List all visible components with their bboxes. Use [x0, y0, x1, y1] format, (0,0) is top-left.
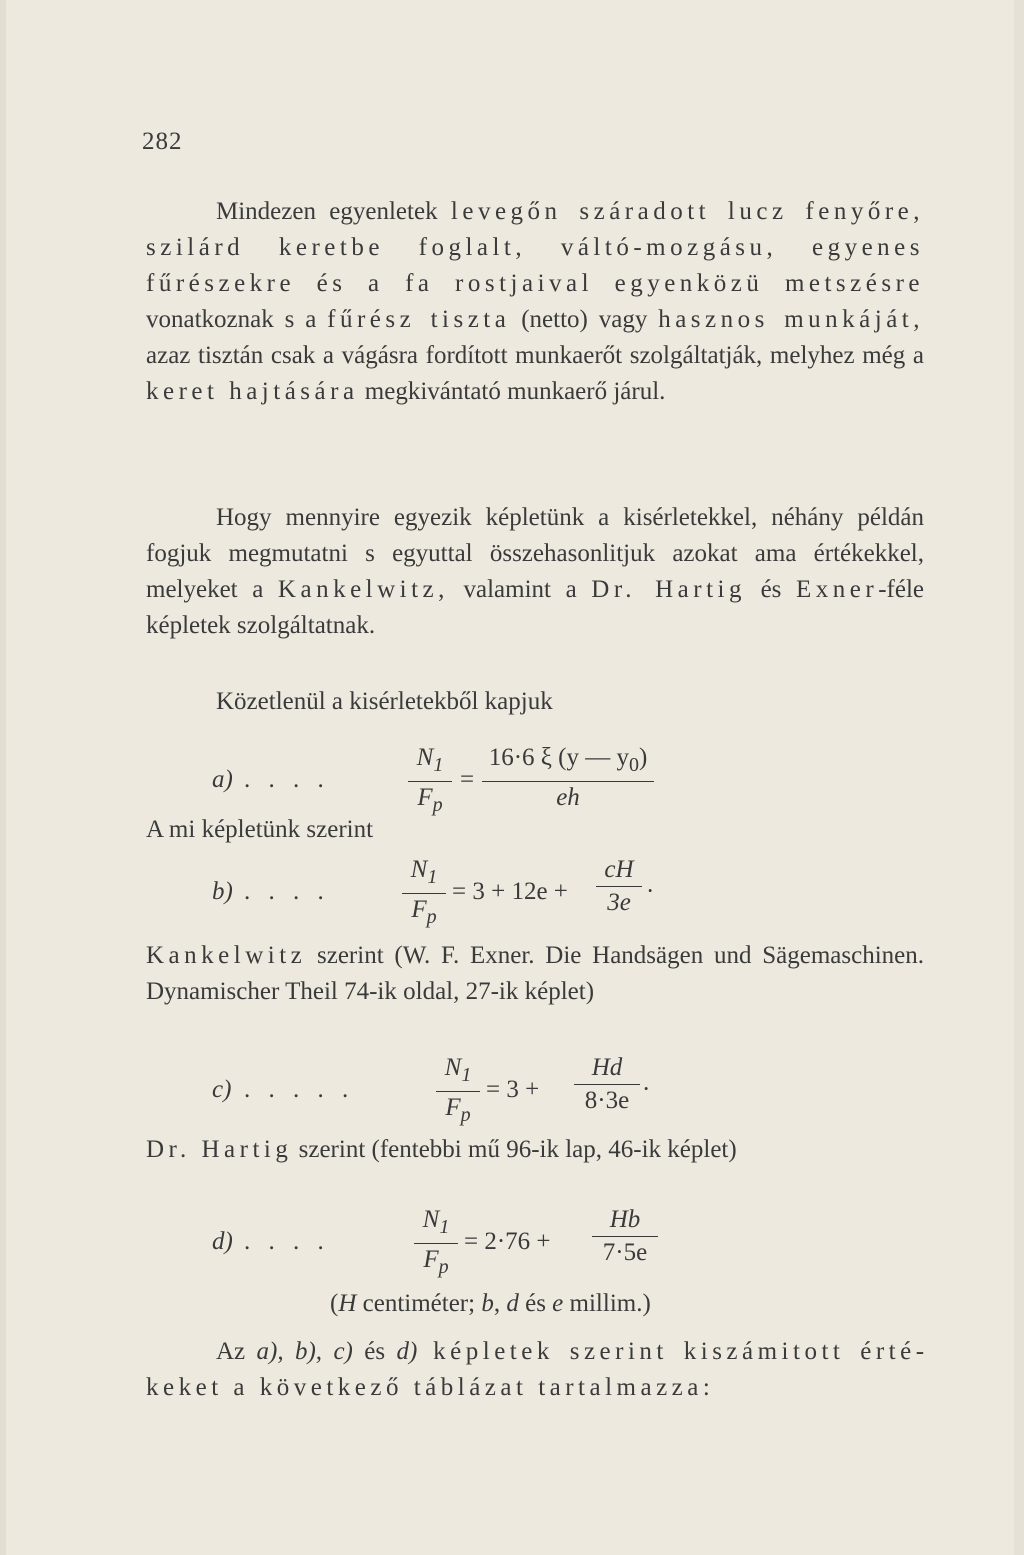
- formula-b-rhs-den: 3e: [607, 889, 631, 916]
- formula-d-den-sub: p: [438, 1256, 449, 1278]
- formula-d-lhs: [414, 1206, 458, 1281]
- paragraph-1: [146, 194, 924, 410]
- paragraph-2: [146, 500, 924, 644]
- p2-text-g: -féle képletek szolgáltatnak.: [146, 576, 924, 639]
- p7-es: és: [518, 1290, 553, 1317]
- formula-a-den-F: F: [417, 784, 433, 811]
- formula-d-num-sub: 1: [439, 1216, 450, 1238]
- page-edge-left: [0, 0, 6, 1555]
- formula-d-eq: = 2·76 +: [464, 1228, 551, 1255]
- paragraph-4: A mi képletünk szerint: [146, 816, 374, 843]
- p8-ref-a: a),: [256, 1338, 284, 1365]
- formula-b: [148, 856, 928, 926]
- p2-text-c: valamint a: [448, 576, 592, 603]
- formula-b-rhs: [596, 856, 642, 917]
- formula-c-lhs-num: [436, 1054, 480, 1089]
- formula-c-lhs-bar: [436, 1091, 480, 1092]
- p8-ref-d: d): [396, 1338, 418, 1365]
- formula-c-rhs-bar: [574, 1084, 640, 1085]
- formula-c-lhs-den: [436, 1094, 480, 1129]
- formula-b-num-sub: 1: [427, 866, 438, 888]
- formula-c-den-sub: p: [460, 1104, 471, 1126]
- formula-a-rhs-num: [482, 744, 654, 779]
- formula-b-lhs-bar: [402, 893, 446, 894]
- formula-a-rhs-bar: [482, 781, 654, 782]
- formula-d-num-N: N: [422, 1206, 440, 1233]
- formula-a-rhs-num-end: ): [638, 744, 648, 771]
- paragraph-6: [146, 1132, 924, 1168]
- p2-text-a: Hogy mennyire egyezik képletünk a kisérletekkel, néhány példán fogjuk megmutatni s egyuttal összehasonlitjuk azokat ama értékekkel, melyeket a: [146, 504, 924, 603]
- formula-b-lhs-den: [402, 896, 446, 931]
- p7-comma: ,: [493, 1290, 507, 1317]
- formula-a-rhs: [482, 744, 654, 812]
- formula-d-dots: . . . .: [244, 1228, 330, 1255]
- formula-c-num-N: N: [444, 1054, 462, 1081]
- p1-spaced-h: keret hajtására: [146, 378, 359, 405]
- formula-a-den-sub: p: [432, 794, 443, 816]
- formula-d-lhs-bar: [414, 1243, 458, 1244]
- p7-b: b: [481, 1290, 494, 1317]
- formula-d-rhs: [592, 1206, 658, 1267]
- formula-d-lhs-num: [414, 1206, 458, 1241]
- p1-spaced-b: levegőn száradott lucz fenyőre, szilárd keretbe foglalt, váltó-mozgásu, egyenes fűrészekre és a fa rostjaival egyenközü metszésre: [146, 198, 924, 297]
- p5-spaced-a: Kankelwitz: [146, 942, 307, 969]
- page-edge-right: [1014, 0, 1024, 1555]
- formula-c-lhs: [436, 1054, 480, 1129]
- formula-d-lhs-den: [414, 1246, 458, 1281]
- formula-a-rhs-den: eh: [556, 784, 580, 811]
- p7-open: (: [330, 1290, 339, 1317]
- formula-a-num-sub: 1: [433, 754, 444, 776]
- formula-b-lhs-num: [402, 856, 446, 891]
- formula-c: [148, 1054, 928, 1124]
- formula-b-end: ·: [646, 878, 655, 905]
- formula-b-rhs-num: cH: [604, 856, 634, 883]
- formula-b-lhs: [402, 856, 446, 931]
- p2-spaced-b: Kankelwitz,: [277, 576, 449, 603]
- formula-c-rhs-den: 8·3e: [584, 1087, 630, 1114]
- formula-b-dots: . . . .: [244, 878, 330, 905]
- paragraph-8: [146, 1334, 924, 1406]
- p5-text-b: szerint (W. F. Exner. Die Handsägen und Sägemaschinen. Dynamischer Theil 74-ik oldal, 27-ik képlet): [146, 942, 924, 1005]
- p2-spaced-f: Exner: [796, 576, 879, 603]
- p8-es: és: [352, 1338, 397, 1365]
- formula-d-rhs-bar: [592, 1236, 658, 1237]
- formula-a-lhs-bar: [408, 781, 452, 782]
- formula-d-label: d): [212, 1228, 233, 1255]
- p1-text-c: vonatkoznak s a: [146, 306, 328, 333]
- p7-e: e: [552, 1290, 564, 1317]
- formula-b-num-N: N: [410, 856, 428, 883]
- formula-d-den-F: F: [423, 1246, 439, 1273]
- p7-mid: centiméter;: [356, 1290, 482, 1317]
- p1-text-e: (netto) vagy: [510, 306, 659, 333]
- formula-b-den-F: F: [411, 896, 427, 923]
- paragraph-7-units-note: [330, 1286, 930, 1322]
- formula-a-eq: =: [460, 766, 475, 793]
- formula-a-lhs-num: [408, 744, 452, 779]
- p8-text-a: Az: [216, 1338, 257, 1365]
- formula-b-eq: = 3 + 12e +: [452, 878, 568, 905]
- p1-spaced-f: hasznos munkáját,: [658, 306, 924, 333]
- formula-c-rhs: [574, 1054, 640, 1115]
- formula-b-label: b): [212, 878, 233, 905]
- p1-spaced-d: fűrész tiszta: [327, 306, 511, 333]
- paragraph-3: Közetlenül a kisérletekből kapjuk: [216, 688, 553, 715]
- formula-c-dots: . . . . .: [244, 1076, 355, 1103]
- p7-H: H: [338, 1290, 357, 1317]
- formula-a-dots: . . . .: [244, 766, 330, 793]
- p1-text-g: azaz tisztán csak a vágásra fordított munkaerőt szolgáltatják, melyhez még a: [146, 342, 924, 369]
- formula-d-rhs-den: 7·5e: [602, 1239, 648, 1266]
- formula-a-num-N: N: [416, 744, 434, 771]
- p2-spaced-d: Dr. Hartig: [591, 576, 746, 603]
- formula-a-label: a): [212, 766, 233, 793]
- p1-text-a: Mindezen egyenletek: [216, 198, 451, 225]
- page-number: 282: [142, 128, 183, 155]
- formula-a-rhs-num-sub: 0: [628, 754, 639, 776]
- formula-c-num-sub: 1: [461, 1064, 472, 1086]
- formula-d-rhs-num: Hb: [609, 1206, 641, 1233]
- formula-b-rhs-bar: [596, 886, 642, 887]
- p7-d: d: [506, 1290, 519, 1317]
- p6-spaced-a: Dr. Hartig: [146, 1136, 293, 1163]
- p6-text-b: szerint (fentebbi mű 96-ik lap, 46-ik képlet): [292, 1136, 737, 1163]
- formula-c-eq: = 3 +: [486, 1076, 540, 1103]
- formula-c-label: c): [212, 1076, 232, 1103]
- p8-ref-c: c): [322, 1338, 353, 1365]
- formula-d: [148, 1206, 928, 1276]
- formula-a-lhs: [408, 744, 452, 819]
- p1-text-i: megkivántató munkaerő járul.: [358, 378, 666, 405]
- paragraph-5: [146, 938, 924, 1010]
- formula-c-den-F: F: [445, 1094, 461, 1121]
- p7-end: millim.): [563, 1290, 651, 1317]
- p8-ref-b: b),: [283, 1338, 323, 1365]
- formula-c-end: ·: [642, 1076, 651, 1103]
- formula-c-rhs-num: Hd: [591, 1054, 623, 1081]
- p2-text-e: és: [745, 576, 796, 603]
- formula-b-den-sub: p: [426, 906, 437, 928]
- formula-a-rhs-num-text: 16·6 ξ (y — y: [488, 744, 629, 771]
- p8-text-b: képletek szerint kiszámitott értékeket a következő táblázat tartalmazza:: [146, 1338, 925, 1401]
- formula-a: [148, 744, 928, 814]
